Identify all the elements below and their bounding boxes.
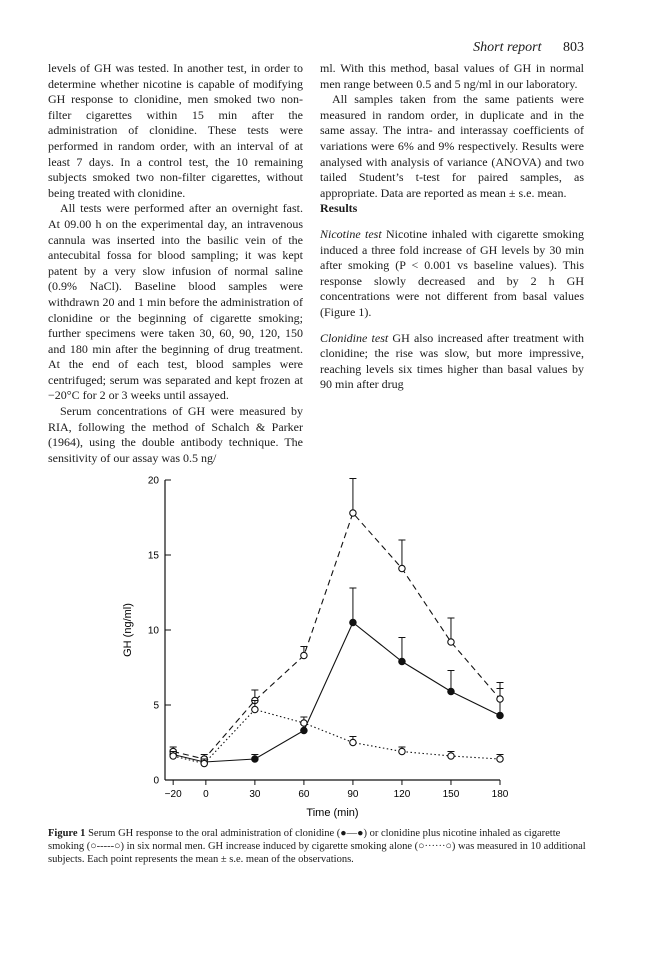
paragraph: All samples taken from the same patients were measured in random order, in duplicate and in the same assay. The intra- and interassay coefficients of variations were 6% and 9% respectively. Results were analysed with analysis of variance (ANOVA) and two tailed Student’s t-test for paired samples, as appropriate. Data are reported as mean ± s.e. mean. <box>320 92 584 200</box>
data-point <box>448 753 454 759</box>
x-tick-label: 90 <box>347 789 359 800</box>
data-point <box>497 712 503 718</box>
figure-caption <box>48 827 588 866</box>
journal-section: Short report <box>473 40 542 55</box>
data-point <box>448 688 454 694</box>
data-point <box>170 753 176 759</box>
x-tick-label: −20 <box>164 789 182 800</box>
right-column <box>320 61 584 393</box>
page-number: 803 <box>563 40 584 55</box>
data-point <box>301 720 307 726</box>
data-point <box>399 658 405 664</box>
paragraph <box>320 331 584 393</box>
caption-label: Figure 1 <box>48 828 86 839</box>
x-tick-label: 180 <box>491 789 509 800</box>
left-column <box>48 61 303 466</box>
data-point <box>252 756 258 762</box>
caption-text: Serum GH response to the oral administration of clonidine (●—●) or clonidine plus nicotine inhaled as cigarette smoking (○-----○) in six normal men. GH increase induced by cigarette smoking alone (○······○) was measured in 10 additional subjects. Each point represents the mean ± s.e. mean of the observations. <box>48 828 586 865</box>
paragraph: levels of GH was tested. In another test, in order to determine whether nicotine is capable of modifying GH response to clonidine, men smoked two non-filter cigarettes within 15 min after the administration of clonidine. These tests were performed in random order, with an interval of at least 7 days. In a control test, the 10 remaining subjects smoked two non-filter cigarettes, without being treated with clonidine. <box>48 61 303 200</box>
section-heading: Results <box>320 201 358 216</box>
x-tick-label: 150 <box>442 789 460 800</box>
x-tick-label: 60 <box>298 789 310 800</box>
subsection-label: Clonidine test <box>320 330 389 345</box>
data-point <box>301 727 307 733</box>
data-point <box>252 706 258 712</box>
paragraph-text: GH also increased after treatment with clonidine; the rise was slow, but more impressive, reaching levels six times higher than basal values by 90 min after drug <box>320 330 585 392</box>
y-tick-label: 10 <box>147 625 159 637</box>
x-tick-label: 0 <box>203 789 209 800</box>
paragraph-text: Nicotine inhaled with cigarette smoking induced a three fold increase of GH levels by 30 min after smoking (P < 0.001 vs baseline values). This response slowly decreased and by 2 h GH concentrations were not different from basal values (Figure 1). <box>320 226 584 319</box>
paragraph: Serum concentrations of GH were measured by RIA, following the method of Schalch & Parker (1964), using the double antibody technique. The sensitivity of our assay was 0.5 ng/ <box>48 404 303 465</box>
figure-1 <box>108 470 528 830</box>
subsection-label: Nicotine test <box>320 226 382 241</box>
y-tick-label: 0 <box>153 775 159 787</box>
y-tick-label: 5 <box>153 700 159 712</box>
data-point <box>350 510 356 516</box>
data-point <box>399 565 405 571</box>
series-solid <box>170 588 504 765</box>
series-dotted <box>170 701 504 767</box>
data-point <box>201 760 207 766</box>
data-point <box>497 696 503 702</box>
running-head <box>473 40 584 56</box>
gh-response-chart <box>108 470 528 830</box>
data-point <box>350 619 356 625</box>
paragraph: ml. With this method, basal values of GH in normal men range between 0.5 and 5 ng/ml in our laboratory. <box>320 61 584 91</box>
x-axis-label: Time (min) <box>306 807 359 819</box>
x-tick-label: 30 <box>249 789 261 800</box>
series-dashed <box>170 479 504 763</box>
paragraph <box>320 227 584 321</box>
data-point <box>350 739 356 745</box>
data-point <box>301 652 307 658</box>
data-point <box>399 748 405 754</box>
data-point <box>497 756 503 762</box>
data-point <box>448 639 454 645</box>
y-tick-label: 15 <box>147 550 159 562</box>
x-tick-label: 120 <box>393 789 411 800</box>
y-tick-label: 20 <box>147 475 159 487</box>
y-axis-label: GH (ng/ml) <box>122 603 134 657</box>
paragraph: All tests were performed after an overnight fast. At 09.00 h on the experimental day, an intravenous cannula was inserted into the basilic vein of the antecubital fossa for blood sampling; it was kept patent by a very slow infusion of normal saline (0.9% NaCl). Baseline blood samples were withdrawn 20 and 1 min before the administration of clonidine or the beginning of cigarette smoking; further specimens were taken 30, 60, 90, 120, 150 and 180 min after the beginning of drug treatment. At the end of each test, blood samples were centrifuged; serum was separated and kept frozen at −20°C for 2 or 3 weeks until assayed. <box>48 201 303 403</box>
